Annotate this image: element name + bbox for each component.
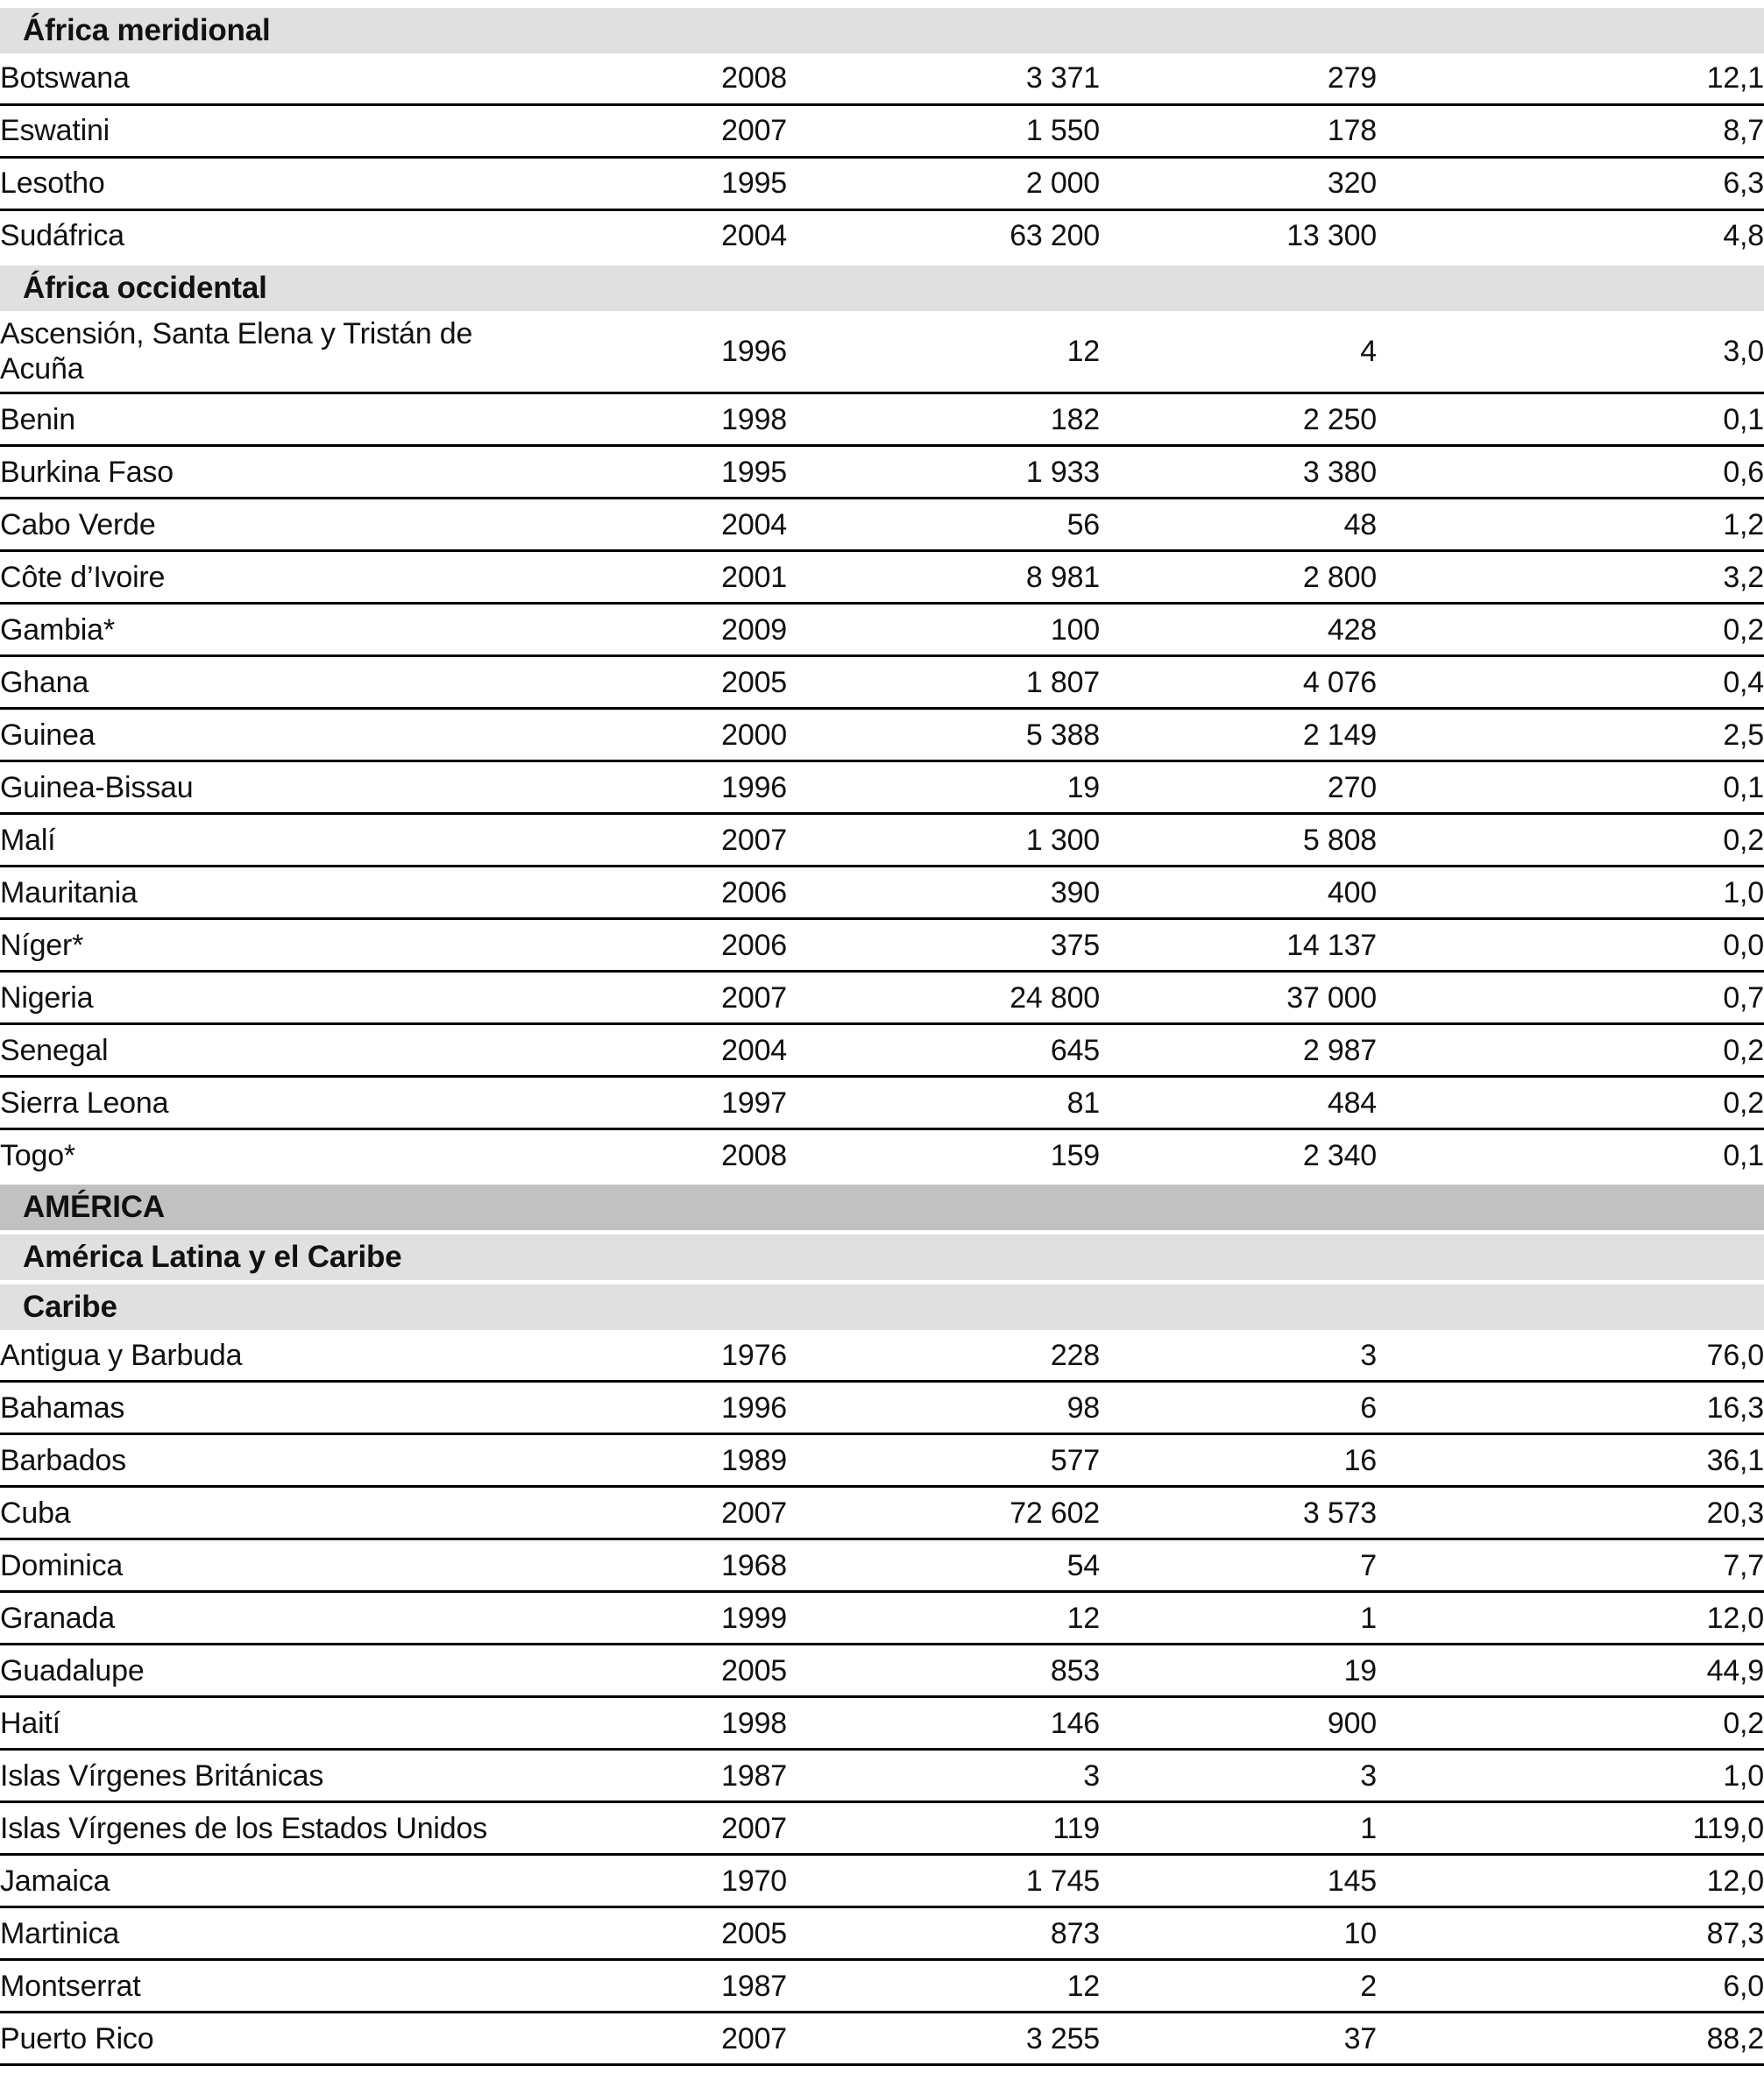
- value3-cell: 87,3: [1377, 1907, 1764, 1960]
- table-row: [0, 1592, 1764, 1645]
- value3-cell: 0,2: [1377, 1024, 1764, 1077]
- value1-cell: 159: [787, 1129, 1100, 1183]
- section-header-label: Caribe: [0, 1283, 1764, 1331]
- table-row: [0, 814, 1764, 867]
- table-row: [0, 311, 1764, 393]
- value2-cell: 2 987: [1100, 1024, 1377, 1077]
- table-row: [0, 761, 1764, 814]
- year-cell: 1996: [596, 761, 787, 814]
- value2-cell: 14 137: [1100, 919, 1377, 972]
- value2-cell: 1: [1100, 1802, 1377, 1855]
- value3-cell: 12,1: [1706, 61, 1764, 96]
- country-name: Níger*: [0, 928, 84, 962]
- year-cell: 1998: [596, 1697, 787, 1750]
- country-name: Senegal: [0, 1033, 109, 1067]
- value1-cell: 853: [787, 1645, 1100, 1697]
- country-name: Islas Vírgenes de los Estados Unidos: [0, 1811, 487, 1845]
- country-statistics-table: [0, 4, 1764, 2066]
- value2-cell: 400: [1100, 867, 1377, 919]
- table-row: [0, 867, 1764, 919]
- value3-cell: 0,1: [1377, 1129, 1764, 1183]
- section-header-label: AMÉRICA: [0, 1183, 1764, 1233]
- year-cell: 1999: [596, 1592, 787, 1645]
- table-body: [0, 6, 1764, 2065]
- country-name: Guadalupe: [0, 1653, 145, 1687]
- year-cell: 2004: [596, 499, 787, 551]
- table-row: [0, 1645, 1764, 1697]
- section-header-row: [0, 1183, 1764, 1233]
- country-name: Montserrat: [0, 1969, 141, 2003]
- value2-cell: 900: [1100, 1697, 1377, 1750]
- country-name: Mauritania: [0, 875, 138, 909]
- section-header-row: [0, 6, 1764, 54]
- value2-cell: 3: [1360, 1338, 1377, 1372]
- year-cell: 1987: [596, 1960, 787, 2013]
- country-name: Malí: [0, 823, 56, 857]
- year-cell: 2007: [596, 1802, 787, 1855]
- value2-cell: 4: [1360, 335, 1377, 369]
- year-cell: 2007: [596, 1487, 787, 1539]
- value1-cell: 98: [787, 1382, 1100, 1434]
- year-cell: 2009: [596, 604, 787, 656]
- year-cell: 2004: [596, 210, 787, 264]
- value3-cell: 0,4: [1377, 656, 1764, 709]
- country-name: Côte d’Ivoire: [0, 560, 166, 594]
- table-row: [0, 1077, 1764, 1129]
- year-cell: 2000: [596, 709, 787, 761]
- year-cell: 2008: [596, 1129, 787, 1183]
- table-row: [0, 393, 1764, 446]
- table-row: [0, 1024, 1764, 1077]
- value1-cell: 8 981: [787, 551, 1100, 604]
- value1-cell: 3: [787, 1750, 1100, 1802]
- value2-cell: 3 380: [1100, 446, 1377, 499]
- year-cell: 2007: [596, 972, 787, 1024]
- value2-cell: 3 573: [1100, 1487, 1377, 1539]
- country-name: Cabo Verde: [0, 507, 156, 541]
- year-cell: 1996: [596, 1382, 787, 1434]
- value3-cell: 3,0: [1723, 335, 1764, 369]
- value1-cell: 54: [787, 1539, 1100, 1592]
- value2-cell: 279: [1327, 61, 1377, 96]
- value1-cell: 12: [787, 1960, 1100, 2013]
- value2-cell: 270: [1100, 761, 1377, 814]
- value2-cell: 6: [1100, 1382, 1377, 1434]
- value1-cell: 81: [787, 1077, 1100, 1129]
- country-name: Martinica: [0, 1916, 120, 1950]
- table-row: [0, 53, 1764, 105]
- value3-cell: 0,6: [1377, 446, 1764, 499]
- country-name: Burkina Faso: [0, 455, 174, 489]
- table-row: [0, 105, 1764, 158]
- year-cell: 2007: [596, 105, 787, 158]
- year-cell: 2006: [596, 867, 787, 919]
- value1-cell: 56: [787, 499, 1100, 551]
- country-name: Haití: [0, 1706, 60, 1740]
- value3-cell: 36,1: [1377, 1434, 1764, 1487]
- value1-cell: 12: [1066, 335, 1100, 369]
- country-name: Puerto Rico: [0, 2021, 154, 2055]
- value3-cell: 16,3: [1377, 1382, 1764, 1434]
- value2-cell: 320: [1100, 158, 1377, 210]
- value3-cell: 0,2: [1377, 1697, 1764, 1750]
- value3-cell: 3,2: [1377, 551, 1764, 604]
- country-name: Granada: [0, 1601, 115, 1635]
- table-row: [0, 2013, 1764, 2065]
- value3-cell: 8,7: [1377, 105, 1764, 158]
- country-name: Guinea: [0, 718, 96, 752]
- year-cell: 1976: [721, 1338, 787, 1372]
- value1-cell: 3 255: [787, 2013, 1100, 2065]
- value1-cell: 12: [787, 1592, 1100, 1645]
- value3-cell: 44,9: [1377, 1645, 1764, 1697]
- country-name: Ghana: [0, 665, 89, 699]
- country-name: Ascensión, Santa Elena y Tristán de Acuña: [0, 317, 473, 386]
- value2-cell: 13 300: [1100, 210, 1377, 264]
- value1-cell: 645: [787, 1024, 1100, 1077]
- country-name: Bahamas: [0, 1390, 125, 1425]
- value3-cell: 6,3: [1377, 158, 1764, 210]
- value2-cell: 1: [1100, 1592, 1377, 1645]
- country-name: Guinea-Bissau: [0, 770, 194, 804]
- section-header-row: [0, 1233, 1764, 1283]
- year-cell: 2005: [596, 1645, 787, 1697]
- year-cell: 2006: [596, 919, 787, 972]
- country-name: Cuba: [0, 1496, 71, 1530]
- country-name: Barbados: [0, 1443, 126, 1477]
- value3-cell: 1,0: [1377, 867, 1764, 919]
- value3-cell: 0,2: [1377, 814, 1764, 867]
- value3-cell: 76,0: [1706, 1338, 1764, 1372]
- year-cell: 2007: [596, 2013, 787, 2065]
- table-row: [0, 709, 1764, 761]
- value2-cell: 7: [1100, 1539, 1377, 1592]
- value3-cell: 12,0: [1377, 1592, 1764, 1645]
- value3-cell: 0,7: [1377, 972, 1764, 1024]
- value1-cell: 390: [787, 867, 1100, 919]
- year-cell: 1997: [596, 1077, 787, 1129]
- value3-cell: 12,0: [1377, 1855, 1764, 1907]
- value3-cell: 0,2: [1377, 1077, 1764, 1129]
- country-name: Lesotho: [0, 166, 105, 201]
- value1-cell: 1 550: [787, 105, 1100, 158]
- value3-cell: 119,0: [1377, 1802, 1764, 1855]
- value1-cell: 100: [787, 604, 1100, 656]
- section-header-label: África occidental: [0, 264, 1764, 312]
- country-name: Gambia*: [0, 612, 115, 647]
- country-name: Dominica: [0, 1548, 124, 1582]
- year-cell: 1995: [596, 158, 787, 210]
- table-row: [0, 1750, 1764, 1802]
- value1-cell: 119: [787, 1802, 1100, 1855]
- value1-cell: 2 000: [787, 158, 1100, 210]
- value1-cell: 72 602: [787, 1487, 1100, 1539]
- value2-cell: 10: [1100, 1907, 1377, 1960]
- table-row: [0, 1855, 1764, 1907]
- value2-cell: 37: [1100, 2013, 1377, 2065]
- value2-cell: 178: [1100, 105, 1377, 158]
- table-row: [0, 1434, 1764, 1487]
- table-row: [0, 604, 1764, 656]
- table-row: [0, 1382, 1764, 1434]
- table-row: [0, 919, 1764, 972]
- value1-cell: 182: [787, 393, 1100, 446]
- country-name: Sudáfrica: [0, 219, 124, 253]
- section-header-label: América Latina y el Caribe: [0, 1233, 1764, 1283]
- year-cell: 1995: [596, 446, 787, 499]
- table-row: [0, 1960, 1764, 2013]
- section-header-row: [0, 1283, 1764, 1331]
- value1-cell: 24 800: [787, 972, 1100, 1024]
- value3-cell: 0,0: [1377, 919, 1764, 972]
- value3-cell: 0,2: [1377, 604, 1764, 656]
- value2-cell: 3: [1100, 1750, 1377, 1802]
- table-row: [0, 1487, 1764, 1539]
- value2-cell: 145: [1100, 1855, 1377, 1907]
- value2-cell: 5 808: [1100, 814, 1377, 867]
- country-name: Botswana: [0, 61, 130, 96]
- year-cell: 1968: [596, 1539, 787, 1592]
- table-row: [0, 972, 1764, 1024]
- value1-cell: 228: [1050, 1338, 1100, 1372]
- value2-cell: 2: [1100, 1960, 1377, 2013]
- table-row: [0, 1802, 1764, 1855]
- year-cell: 1970: [596, 1855, 787, 1907]
- value1-cell: 1 933: [787, 446, 1100, 499]
- table-row: [0, 210, 1764, 264]
- value3-cell: 4,8: [1377, 210, 1764, 264]
- table-row: [0, 446, 1764, 499]
- value2-cell: 4 076: [1100, 656, 1377, 709]
- value1-cell: 1 300: [787, 814, 1100, 867]
- table-row: [0, 656, 1764, 709]
- year-cell: 2004: [596, 1024, 787, 1077]
- value3-cell: 20,3: [1377, 1487, 1764, 1539]
- year-cell: 2005: [596, 1907, 787, 1960]
- value3-cell: 2,5: [1377, 709, 1764, 761]
- value3-cell: 0,1: [1377, 393, 1764, 446]
- value1-cell: 375: [787, 919, 1100, 972]
- value2-cell: 19: [1100, 1645, 1377, 1697]
- value2-cell: 48: [1100, 499, 1377, 551]
- country-name: Benin: [0, 402, 75, 436]
- value1-cell: 63 200: [787, 210, 1100, 264]
- section-header-label: África meridional: [0, 6, 1764, 54]
- country-name: Sierra Leona: [0, 1086, 169, 1120]
- value3-cell: 1,2: [1377, 499, 1764, 551]
- table-row: [0, 1539, 1764, 1592]
- year-cell: 2007: [596, 814, 787, 867]
- value3-cell: 88,2: [1377, 2013, 1764, 2065]
- table-row: [0, 1907, 1764, 1960]
- section-header-row: [0, 264, 1764, 312]
- country-name: Jamaica: [0, 1864, 110, 1898]
- year-cell: 1998: [596, 393, 787, 446]
- value2-cell: 2 800: [1100, 551, 1377, 604]
- year-cell: 1987: [596, 1750, 787, 1802]
- value1-cell: 3 371: [1025, 61, 1100, 96]
- country-name: Eswatini: [0, 114, 110, 148]
- table-row: [0, 158, 1764, 210]
- value2-cell: 428: [1100, 604, 1377, 656]
- table-row: [0, 1129, 1764, 1183]
- year-cell: 1989: [596, 1434, 787, 1487]
- year-cell: 1996: [721, 335, 787, 369]
- table-row: [0, 551, 1764, 604]
- year-cell: 2005: [596, 656, 787, 709]
- value2-cell: 37 000: [1100, 972, 1377, 1024]
- table-row: [0, 499, 1764, 551]
- value2-cell: 484: [1100, 1077, 1377, 1129]
- value2-cell: 2 149: [1100, 709, 1377, 761]
- value1-cell: 5 388: [787, 709, 1100, 761]
- year-cell: 2001: [596, 551, 787, 604]
- value1-cell: 577: [787, 1434, 1100, 1487]
- year-cell: 2008: [721, 61, 787, 96]
- value1-cell: 146: [787, 1697, 1100, 1750]
- table-row: [0, 1330, 1764, 1382]
- table-row: [0, 1697, 1764, 1750]
- country-name: Togo*: [0, 1138, 75, 1172]
- value2-cell: 2 250: [1100, 393, 1377, 446]
- value3-cell: 0,1: [1377, 761, 1764, 814]
- value3-cell: 1,0: [1377, 1750, 1764, 1802]
- value1-cell: 1 745: [787, 1855, 1100, 1907]
- value2-cell: 2 340: [1100, 1129, 1377, 1183]
- value3-cell: 6,0: [1377, 1960, 1764, 2013]
- value1-cell: 19: [787, 761, 1100, 814]
- country-name: Islas Vírgenes Británicas: [0, 1758, 324, 1793]
- country-name: Nigeria: [0, 980, 94, 1015]
- country-name: Antigua y Barbuda: [0, 1338, 243, 1372]
- value1-cell: 873: [787, 1907, 1100, 1960]
- value2-cell: 16: [1100, 1434, 1377, 1487]
- value3-cell: 7,7: [1377, 1539, 1764, 1592]
- value1-cell: 1 807: [787, 656, 1100, 709]
